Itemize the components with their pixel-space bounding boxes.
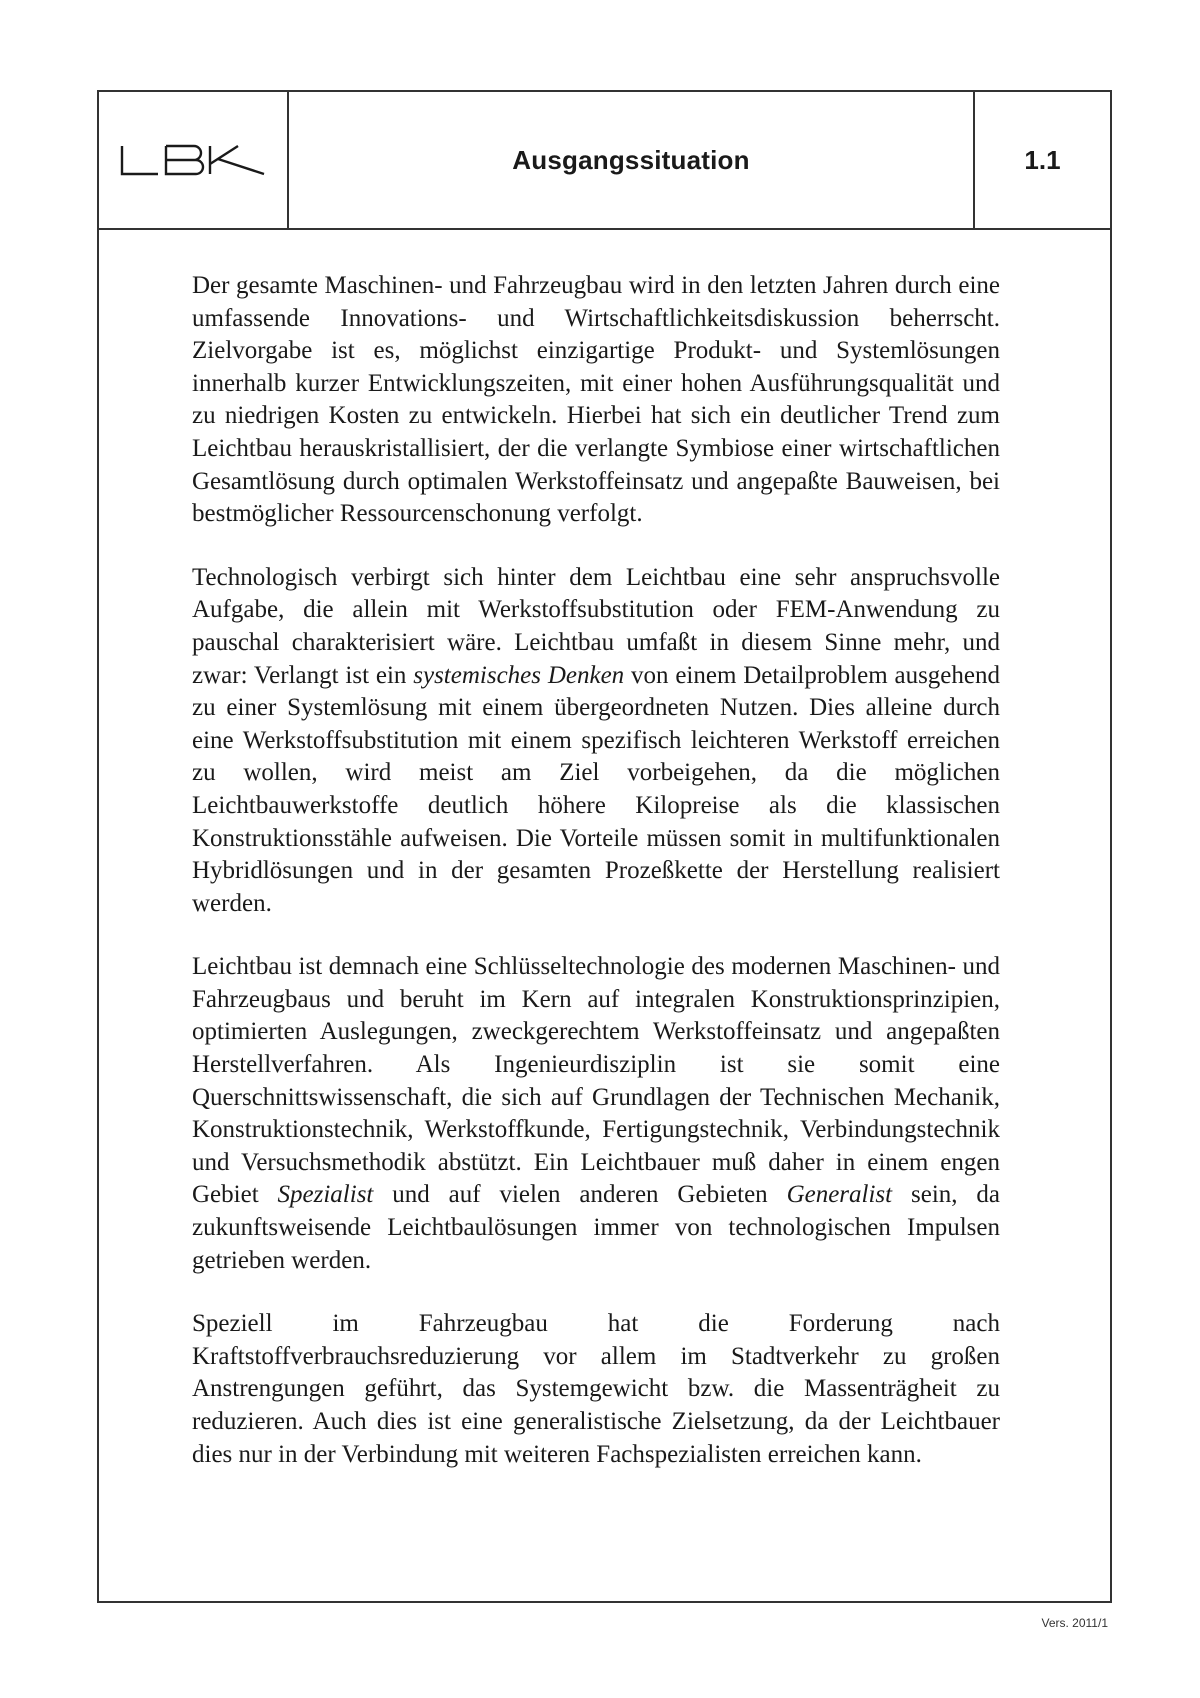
section-number: 1.1 xyxy=(1024,144,1061,175)
paragraph-text: Leichtbau ist demnach eine Schlüsseltechnologie des modernen Maschinen- und Fahrzeugbaus und beruht im Kern auf integralen Konstruktionsprinzipien, optimierten Auslegungen, zweckgerechtem Werkstoffeinsatz und angepaßten Herstellverfahren. Als Ingenieurdisziplin ist sie somit eine Querschnittswissenschaft, die sich auf Grundlagen der Technischen Mechanik, Konstruktionstechnik, Werkstoffkunde, Fertigungstechnik, Verbindungstechnik und Versuchsmethodik abstützt. Ein Leichtbauer muß daher in einem engen Gebiet xyxy=(192,953,1000,1209)
emphasized-term: Generalist xyxy=(786,1181,893,1209)
page-title: Ausgangssituation xyxy=(289,92,975,228)
paragraph-text: Der gesamte Maschinen- und Fahrzeugbau wird in den letzten Jahren durch eine umfassende Innovations- und Wirtschaftlichkeitsdiskussion beherrscht. Zielvorgabe ist es, möglichst einzigartige Produkt- und Systemlösungen innerhalb kurzer Entwicklungszeiten, mit einer hohen Ausführungsqualität und zu niedrigen Kosten zu entwickeln. Hierbei hat sich ein deutlicher Trend zum Leichtbau herauskristallisiert, der die verlangte Symbiose einer wirtschaftlichen Gesamtlösung durch optimalen Werkstoffeinsatz und angepaßte Bauweisen, bei bestmöglicher Ressourcenschonung verfolgt. xyxy=(192,272,1000,528)
version-label: Vers. 2011/1 xyxy=(1041,1616,1108,1630)
paragraph-text: Speziell im Fahrzeugbau hat die Forderung nach Kraftstoffverbrauchsreduzierung vor allem im Stadtverkehr zu großen Anstrengungen geführt, das Systemgewicht bzw. die Massenträgheit zu reduzieren. Auch dies ist eine generalistische Zielsetzung, da der Leichtbauer dies nur in der Verbindung mit weiteren Fachspezialisten erreichen kann. xyxy=(192,1310,1000,1468)
body-text xyxy=(192,270,1000,1502)
paragraph-text: und auf vielen anderen Gebieten xyxy=(373,1181,787,1209)
page-header xyxy=(99,92,1110,230)
paragraph xyxy=(192,562,1000,921)
paragraph-text: sein, da zukunftsweisende Leichtbaulösungen immer von technologischen Impulsen getrieben werden. xyxy=(192,1181,1001,1274)
paragraph-text: Technologisch verbirgt sich hinter dem Leichtbau eine sehr anspruchsvolle Aufgabe, die allein mit Werkstoffsubstitution oder FEM-Anwendung zu pauschal charakterisiert wäre. Leichtbau umfaßt in diesem Sinne mehr, und zwar: Verlangt ist ein xyxy=(192,563,1000,689)
paragraph xyxy=(192,270,1000,531)
logo-cell xyxy=(99,92,289,228)
paragraph xyxy=(192,951,1000,1277)
emphasized-term: Spezialist xyxy=(277,1181,374,1209)
lbk-logo xyxy=(118,140,268,180)
page-frame xyxy=(97,90,1112,1603)
paragraph-text: von einem Detailproblem ausgehend zu einer Systemlösung mit einem übergeordneten Nutzen. Dies alleine durch eine Werkstoffsubstitution mit einem spezifisch leichteren Werkstoff erreichen zu wollen, wird meist am Ziel vorbeigehen, da die möglichen Leichtbauwerkstoffe deutlich höhere Kilopreise als die klassischen Konstruktionsstähle aufweisen. Die Vorteile müssen somit in multifunktionalen Hybridlösungen und in der gesamten Prozeßkette der Herstellung realisiert werden. xyxy=(192,661,1000,917)
emphasized-term: systemisches Denken xyxy=(413,661,625,689)
paragraph xyxy=(192,1308,1000,1471)
